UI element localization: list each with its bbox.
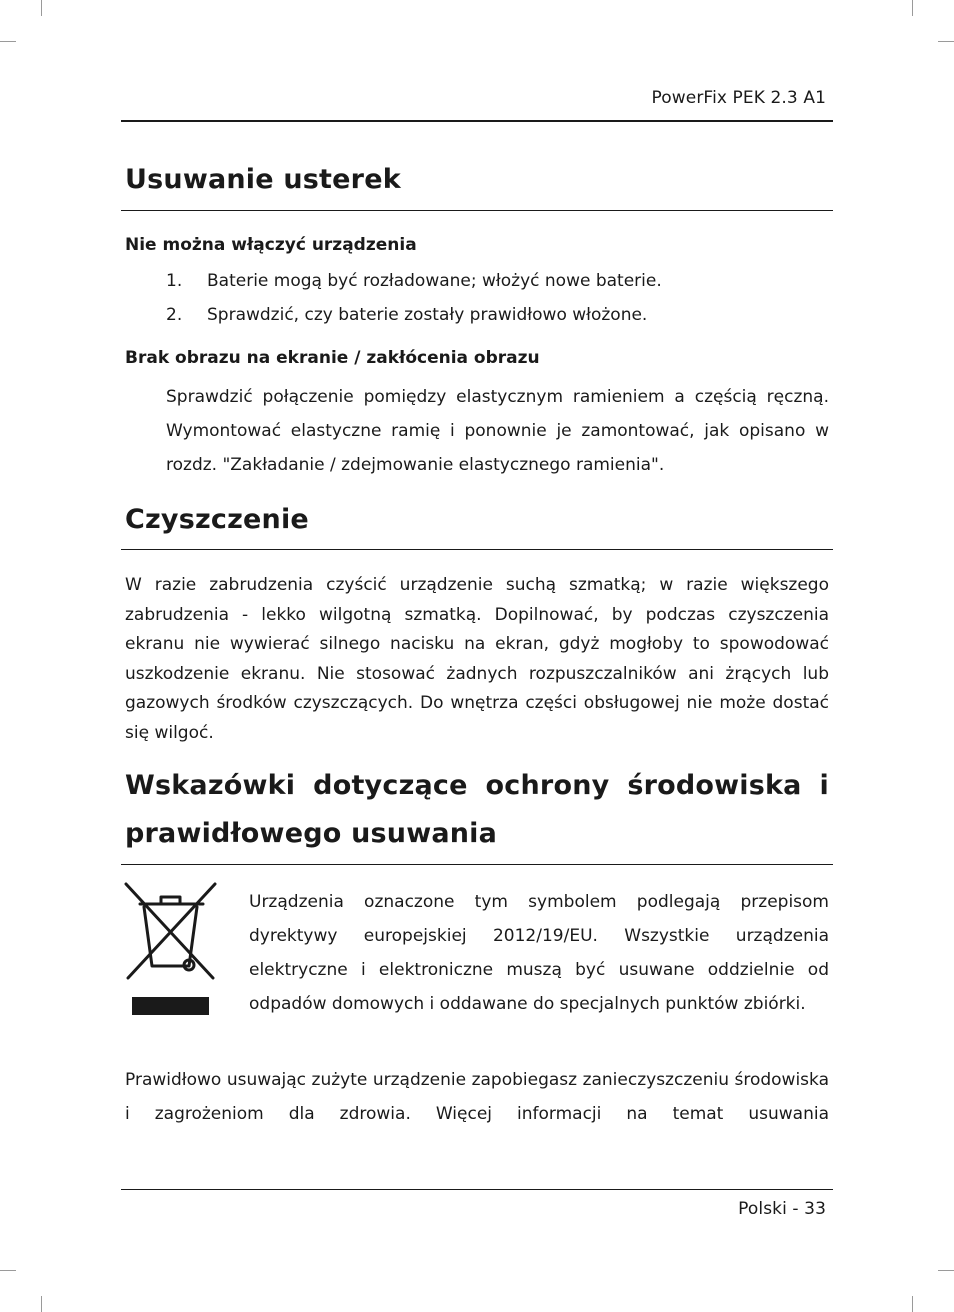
- crop-mark: [938, 1270, 954, 1271]
- list-text: Sprawdzić, czy baterie zostały prawidłowo włożone.: [207, 305, 648, 325]
- cleaning-paragraph: W razie zabrudzenia czyścić urządzenie suchą szmatką; w razie większego zabrudzenia - lekko wilgotną szmatką. Dopilnować, by podczas czyszczenia ekranu nie wywierać silnego nacisku na ekran, gdyż mogłoby to spowodować uszkodzenie ekranu. Nie stosować żadnych rozpuszczalników ani żrących lub gazowych środków czyszczących. Do wnętrza części obsługowej nie może dostać się wilgoć.: [125, 575, 829, 743]
- crop-mark: [938, 41, 954, 42]
- section-rule: [121, 210, 833, 211]
- list-item: [166, 271, 662, 291]
- section-title-troubleshooting: Usuwanie usterek: [125, 164, 401, 195]
- list-text: Baterie mogą być rozładowane; włożyć nowe baterie.: [207, 271, 662, 291]
- list-number: 2.: [166, 305, 183, 325]
- page-number: Polski - 33: [738, 1199, 826, 1219]
- weee-paragraph: Urządzenia oznaczone tym symbolem podlegają przepisom dyrektywy europejskiej 2012/19/EU. Wszystkie urządzenia elektryczne i elektroniczne muszą być usuwane oddzielnie od odpadów domowych i oddawane do specjalnych punktów zbiórki.: [249, 892, 829, 1014]
- running-header: PowerFix PEK 2.3 A1: [651, 88, 826, 108]
- section-title-environment-line2: prawidłowego usuwania: [125, 818, 498, 849]
- disposal-paragraph: Prawidłowo usuwając zużyte urządzenie zapobiegasz zanieczyszczeniu środowiska i zagrożeniom dla zdrowia. Więcej informacji na temat usuwania: [125, 1070, 829, 1124]
- crop-mark: [0, 1270, 16, 1271]
- header-rule: [121, 120, 833, 122]
- crossed-out-wheelie-bin-icon: [123, 880, 219, 1022]
- section-rule: [121, 864, 833, 865]
- crop-mark: [912, 1296, 913, 1312]
- section-title-cleaning: Czyszczenie: [125, 504, 309, 535]
- section-rule: [121, 549, 833, 550]
- subsection-title-cannot-power-on: Nie można włączyć urządzenia: [125, 235, 417, 255]
- crop-mark: [912, 0, 913, 16]
- no-image-paragraph: Sprawdzić połączenie pomiędzy elastycznym ramieniem a częścią ręczną. Wymontować elastyczne ramię i ponownie je zamontować, jak opisano w rozdz. "Zakładanie / zdejmowanie elastycznego ramienia".: [166, 387, 829, 475]
- crop-mark: [0, 41, 16, 42]
- subsection-title-no-image: Brak obrazu na ekranie / zakłócenia obrazu: [125, 348, 540, 368]
- footer-rule: [121, 1189, 833, 1190]
- section-title-environment-line1: Wskazówki dotyczące ochrony środowiska i: [125, 770, 829, 801]
- list-item: [166, 305, 647, 325]
- list-number: 1.: [166, 271, 183, 291]
- crop-mark: [41, 0, 42, 16]
- crop-mark: [41, 1296, 42, 1312]
